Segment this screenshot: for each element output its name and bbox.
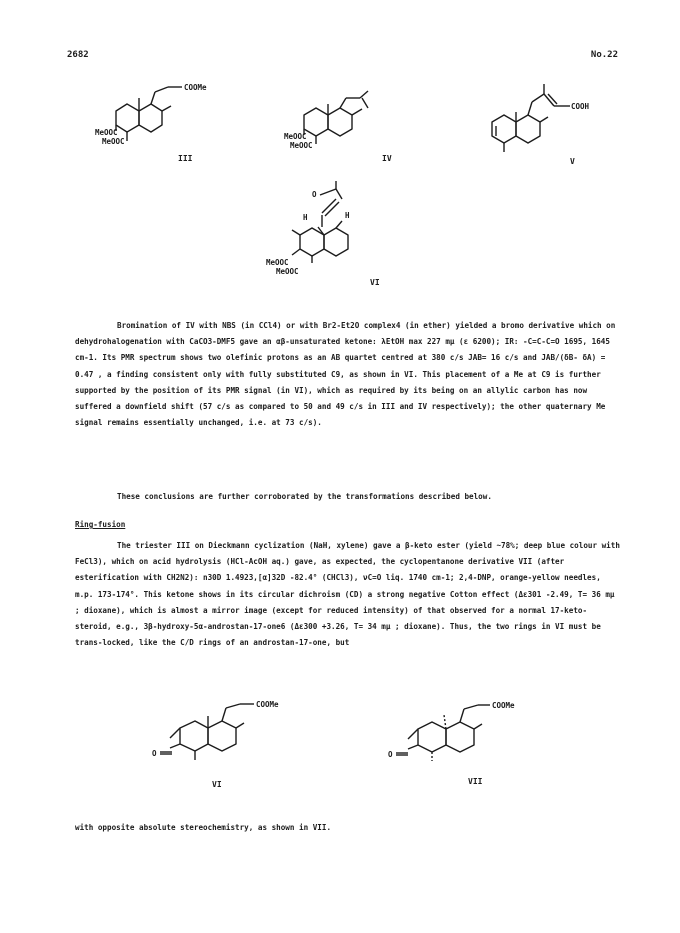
substituent-label: MeOOC	[266, 258, 289, 267]
paragraph-text: These conclusions are further corroborated by the transformations described below.	[117, 492, 492, 501]
substituent-label: MeOOC	[290, 141, 313, 150]
paragraph-text: with opposite absolute stereochemistry, as shown in VII.	[75, 823, 332, 832]
structure-VII	[386, 703, 556, 803]
compound-label: VI	[370, 278, 380, 287]
compound-label: IV	[382, 154, 392, 163]
substituent-label: O	[152, 749, 157, 758]
structure-VI-bottom	[150, 700, 320, 800]
structure-IV	[282, 82, 442, 172]
substituent-label: COOH	[571, 102, 590, 111]
journal-number: No.22	[590, 50, 618, 60]
paragraph-bromination	[75, 318, 620, 431]
structure-VI-top	[256, 183, 396, 288]
paragraph-text: The triester III on Dieckmann cyclization (NaH, xylene) gave a β-keto ester (yield ~78%; deep blue colour with FeCl3), which on acid hydrolysis (HCl-AcOH aq.) gave, as expected, the cyclopentanone derivative VII (after esterification with CH2N2): n30D 1.4923,[α]32D -82.4° (CHCl3), νC=O liq. 1740 cm-1; 2,4-DNP, orange-yellow needles, m.p. 173-174°. This ketone shows in its circular dichroism (CD) a strong negative Cotton effect (Δε301 -2.49, T= 36 mμ ; dioxane), which is almost a mirror image (except for reduced intensity) of that observed for a normal 17-keto-steroid, e.g., 3β-hydroxy-5α-androstan-17-one6 (Δε300 +3.26, T= 34 mμ ; dioxane). Thus, the two rings in VI must be trans-locked, like the C/D rings of an androstan-17-one, but	[75, 541, 620, 648]
compound-label: VI	[212, 780, 222, 789]
paragraph-ring-fusion	[75, 538, 620, 651]
section-heading: Ring-fusion	[75, 520, 126, 529]
substituent-label: COOMe	[256, 700, 279, 709]
compound-label: V	[570, 157, 575, 166]
paragraph-text: Bromination of IV with NBS (in CCl4) or with Br2-Et2O complex4 (in ether) yielded a bromo derivative which on dehydrohalogenation with CaCO3-DMF5 gave an αβ-unsaturated ketone: λEtOH max 227 mμ (ε 6200); IR: -C=C-C=O 1695, 1645 cm-1. Its PMR spectrum shows two olefinic protons as an AB quartet centred at 380 c/s JAB= 16 c/s and JAB/(δB- δA) = 0.47 , a finding consistent only with fully substituted C9, as shown in VI. This placement of a Me at C9 is further supported by the position of its PMR signal (in VI), which as required by its being on an allylic carbon has now suffered a downfield shift (57 c/s as compared to 50 and 49 c/s in III and IV respectively); the other quaternary Me signal remains essentially unchanged, i.e. at 73 c/s).	[75, 321, 616, 428]
substituent-label: MeOOC	[276, 267, 299, 276]
compound-label: III	[178, 154, 193, 163]
paragraph-conclusions	[75, 489, 620, 505]
substituent-label: H	[345, 211, 350, 220]
compound-label: VII	[468, 777, 483, 786]
substituent-label: MeOOC	[284, 132, 307, 141]
substituent-label: MeOOC	[102, 137, 125, 146]
substituent-label: MeOOC	[95, 128, 118, 137]
substituent-label: COOMe	[492, 701, 515, 710]
page-number: 2682	[67, 50, 89, 60]
substituent-label: O	[312, 190, 317, 199]
substituent-label: O	[388, 750, 393, 759]
substituent-label: COOMe	[184, 83, 207, 92]
paragraph-stereochemistry	[75, 820, 620, 836]
structure-V	[482, 82, 622, 172]
substituent-label: H	[303, 213, 308, 222]
structure-III	[92, 78, 252, 168]
